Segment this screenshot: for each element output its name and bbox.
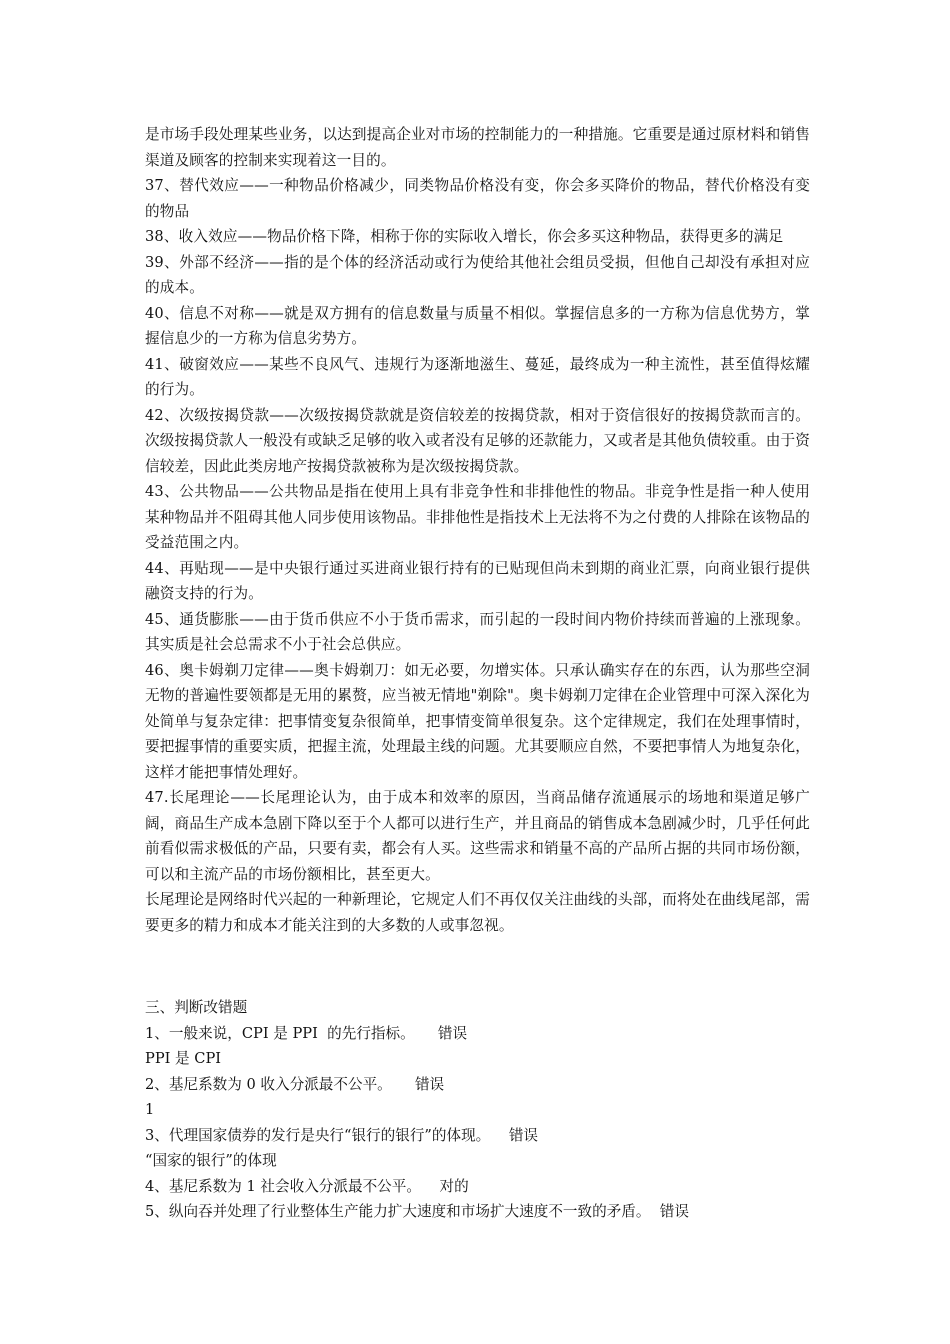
paragraph-continuation: 是市场手段处理某些业务，以达到提高企业对市场的控制能力的一种措施。它重要是通过原材料和销售渠道及顾客的控制来实现着这一目的。: [145, 126, 810, 169]
paragraph-40: 40、信息不对称——就是双方拥有的信息数量与质量不相似。掌握信息多的一方称为信息优势方，掌握信息少的一方称为信息劣势方。: [145, 304, 810, 347]
section-heading: 三、判断改错题: [145, 999, 248, 1016]
paragraph-37: 37、替代效应——一种物品价格减少，同类物品价格没有变，你会多买降价的物品，替代价格没有变的物品: [145, 177, 810, 220]
paragraph-39: 39、外部不经济——指的是个体的经济活动或行为使给其他社会组员受损，但他自己却没有承担对应的成本。: [145, 253, 810, 296]
paragraph-long-tail-note: 长尾理论是网络时代兴起的一种新理论，它规定人们不再仅仅关注曲线的头部，而将处在曲线尾部，需要更多的精力和成本才能关注到的大多数的人或事忽视。: [145, 891, 810, 934]
paragraph-43: 43、公共物品——公共物品是指在使用上具有非竞争性和非排他性的物品。非竞争性是指一种人使用某种物品并不阻碍其他人同步使用该物品。非排他性是指技术上无法将不为之付费的人排除在该物品的受益范围之内。: [145, 483, 810, 551]
paragraph-41: 41、破窗效应——某些不良风气、违规行为逐渐地滋生、蔓延，最终成为一种主流性，甚至值得炫耀的行为。: [145, 355, 810, 398]
true-false-section: [145, 995, 810, 1225]
paragraph-42: 42、次级按揭贷款——次级按揭贷款就是资信较差的按揭贷款，相对于资信很好的按揭贷款而言的。次级按揭贷款人一般没有或缺乏足够的收入或者没有足够的还款能力，又或者是其他负债较重。由于资信较差，因此此类房地产按揭贷款被称为是次级按揭贷款。: [145, 406, 810, 475]
question-line: 3、代理国家债券的发行是央行“银行的银行”的体现。 错误: [145, 1126, 539, 1144]
paragraph-44: 44、再贴现——是中央银行通过买进商业银行持有的已贴现但尚未到期的商业汇票，向商业银行提供融资支持的行为。: [145, 559, 810, 602]
answer-line: PPI 是 CPI: [145, 1050, 222, 1067]
paragraph-38: 38、收入效应——物品价格下降，相称于你的实际收入增长，你会多买这种物品，获得更多的满足: [145, 228, 784, 245]
question-line: 5、纵向吞并处理了行业整体生产能力扩大速度和市场扩大速度不一致的矛盾。 错误: [145, 1203, 689, 1220]
question-line: 1、一般来说，CPI 是 PPI 的先行指标。 错误: [145, 1024, 468, 1042]
paragraph-46: 46、奥卡姆剃刀定律——奥卡姆剃刀：如无必要，勿增实体。只承认确实存在的东西，认为那些空洞无物的普遍性要领都是无用的累赘，应当被无情地"剃除"。奥卡姆剃刀定律在企业管理中可深入深化为处简单与复杂定律：把事情变复杂很简单，把事情变简单很复杂。这个定律规定，我们在处理事情时，要把握事情的重要实质，把握主流，处理最主线的问题。尤其要顺应自然，不要把事情人为地复杂化，这样才能把事情处理好。: [145, 661, 810, 781]
document-body: [145, 122, 810, 938]
answer-line: “国家的银行”的体现: [145, 1152, 277, 1169]
paragraph-45: 45、通货膨胀——由于货币供应不小于货币需求，而引起的一段时间内物价持续而普遍的上涨现象。其实质是社会总需求不小于社会总供应。: [145, 610, 810, 653]
paragraph-47: 47.长尾理论——长尾理论认为，由于成本和效率的原因，当商品储存流通展示的场地和渠道足够广阔，商品生产成本急剧下降以至于个人都可以进行生产，并且商品的销售成本急剧减少时，几乎任何此前看似需求极低的产品，只要有卖，都会有人买。这些需求和销量不高的产品所占据的共同市场份额，可以和主流产品的市场份额相比，甚至更大。: [145, 789, 810, 883]
question-line: 2、基尼系数为 0 收入分派最不公平。 错误: [145, 1075, 445, 1093]
answer-line: 1: [145, 1101, 155, 1118]
question-line: 4、基尼系数为 1 社会收入分派最不公平。 对的: [145, 1177, 469, 1195]
